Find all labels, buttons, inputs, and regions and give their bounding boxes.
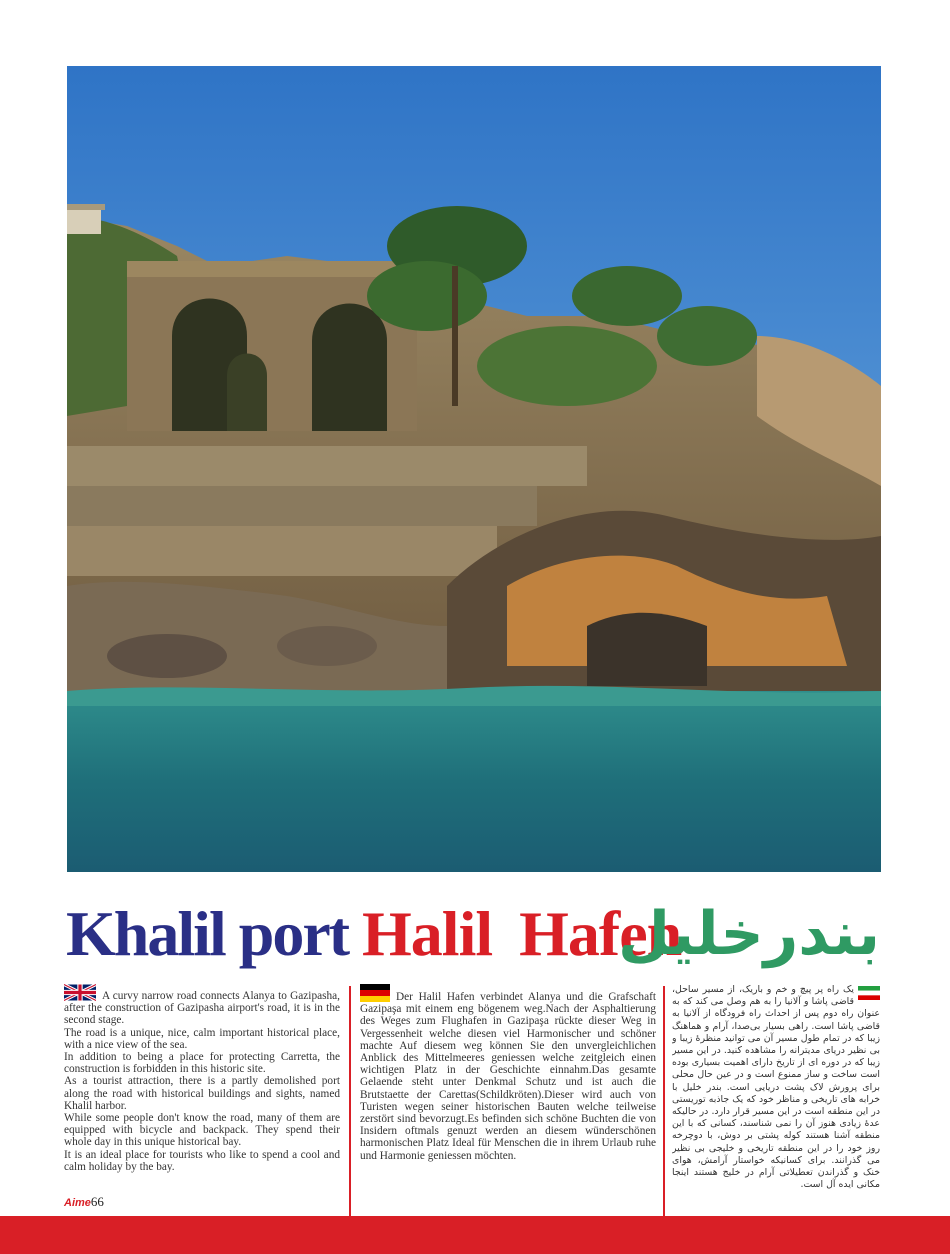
- column-divider: [349, 986, 351, 1216]
- page-number: [64, 1192, 104, 1212]
- english-paragraph-5: While some people don't know the road, many of them are equipped with bicycle and backpack. They spend their whole day in this unique historical bay.: [64, 1112, 340, 1149]
- english-paragraph-2: The road is a unique, nice, calm important historical place, with a nice view of the sea.: [64, 1026, 340, 1051]
- uk-flag-icon: [64, 984, 96, 1001]
- english-paragraph-6: It is an ideal place for tourists who like to spend a cool and calm holiday by the bay.: [64, 1148, 340, 1173]
- english-paragraph-1: A curvy narrow road connects Alanya to Gazipasha, after the construction of Gazipasha airport's road, it is in the second stage.: [64, 990, 340, 1027]
- persian-column: [672, 984, 880, 1212]
- english-paragraph-3: In addition to being a place for protecting Carretta, the construction is forbidden in this historic site.: [64, 1051, 340, 1076]
- german-text: Der Halil Hafen verbindet Alanya und die Grafschaft Gazipaşa mit einem eng bögenem weg.Nach der Asphaltierung des Weges zum Flughafen in Gazipaşa rückte dieser Weg in Vergessenheit welche diesen viel Harmonischer und schöner machte Auf diesem weg können Sie den unvergleichlichen Anblick des Mittelmeeres geniessen welche zeitgleich einen wichtigen Platz in der Geschichte einnahm.Das gesamte Gelaende steht unter Denkmal Schutz und ist auch die Brutstaette der Carettas(Schildkröten).Dieser wird auch von Turisten wegen seiner historischen Bauten welche teilweise zerstört sind bevorzugt.Es befinden sich schöne Buchten die von Insidern oftmals genuzt werden an diesem wünderschönen harmonischen Platz Ideal für Menschen die in ihrem Urlaub ruhe und Harmonie geniessen möchten.: [360, 991, 656, 1162]
- english-title: Khalil port: [66, 898, 349, 969]
- english-column: [64, 984, 340, 1212]
- english-paragraph-4: As a tourist attraction, there is a partly demolished port along the road with historical buildings and sights, named Khalil harbor.: [64, 1075, 340, 1112]
- footer-bar: [0, 1216, 950, 1254]
- german-paragraph: [360, 984, 656, 1162]
- page-number-value: 66: [90, 1194, 104, 1209]
- germany-flag-icon: [360, 984, 390, 1002]
- german-title: Halil Hafen: [362, 898, 682, 969]
- persian-title: بندرخلیل: [617, 899, 880, 969]
- persian-paragraph: [672, 984, 880, 1191]
- magazine-logo: Aime: [64, 1197, 91, 1209]
- harbor-ruins-photo: [67, 66, 881, 872]
- persian-text: یک راه پر پیچ و خم و باریک، از مسیر ساحل، قاضی پاشا و آلانیا را به هم وصل می کند که به عنوان راه دوم پس از احداث راه فرودگاه از آلانیا به قاضی پاشا است. راهی بسیار بی‌صدا، آرام و هماهنگ زیبا که در تمام طول مسیر آن می توانید منظرهٔ زیبا و بی نظیر دریای مدیترانه را مشاهده کنید. در این مسیر زیبا که در دوره ای از تاریخ دارای اهمیت بسیاری بوده است ساخت و ساز ممنوع است و در عین حال محلی برای پرورش لاک پشت دریایی است. بندر خلیل با خرابه های تاریخی و مناظر خود که یک جاذبه توریستی در این منطقه است در این مسیر قرار دارد. در حالیکه عدهٔ زیادی هنوز آن را نمی شناسند، کسانی که با این منطقه آشنا هستند کوله پشتی بر دوش، با دوچرخه روز خود را در این منطقه تاریخی و خلیجی بی نظیر می گذرانند. برای کسانیکه خواستار آرامش، هوای خنک و گذراندن تعطیلاتی آرام در خلیج هستند اینجا مکانی ایده آل است.: [672, 984, 880, 1191]
- english-paragraph: [64, 984, 340, 1027]
- iran-flag-icon: [858, 986, 880, 1000]
- hero-photo: [67, 66, 881, 872]
- column-divider: [663, 986, 665, 1216]
- german-column: [360, 984, 656, 1212]
